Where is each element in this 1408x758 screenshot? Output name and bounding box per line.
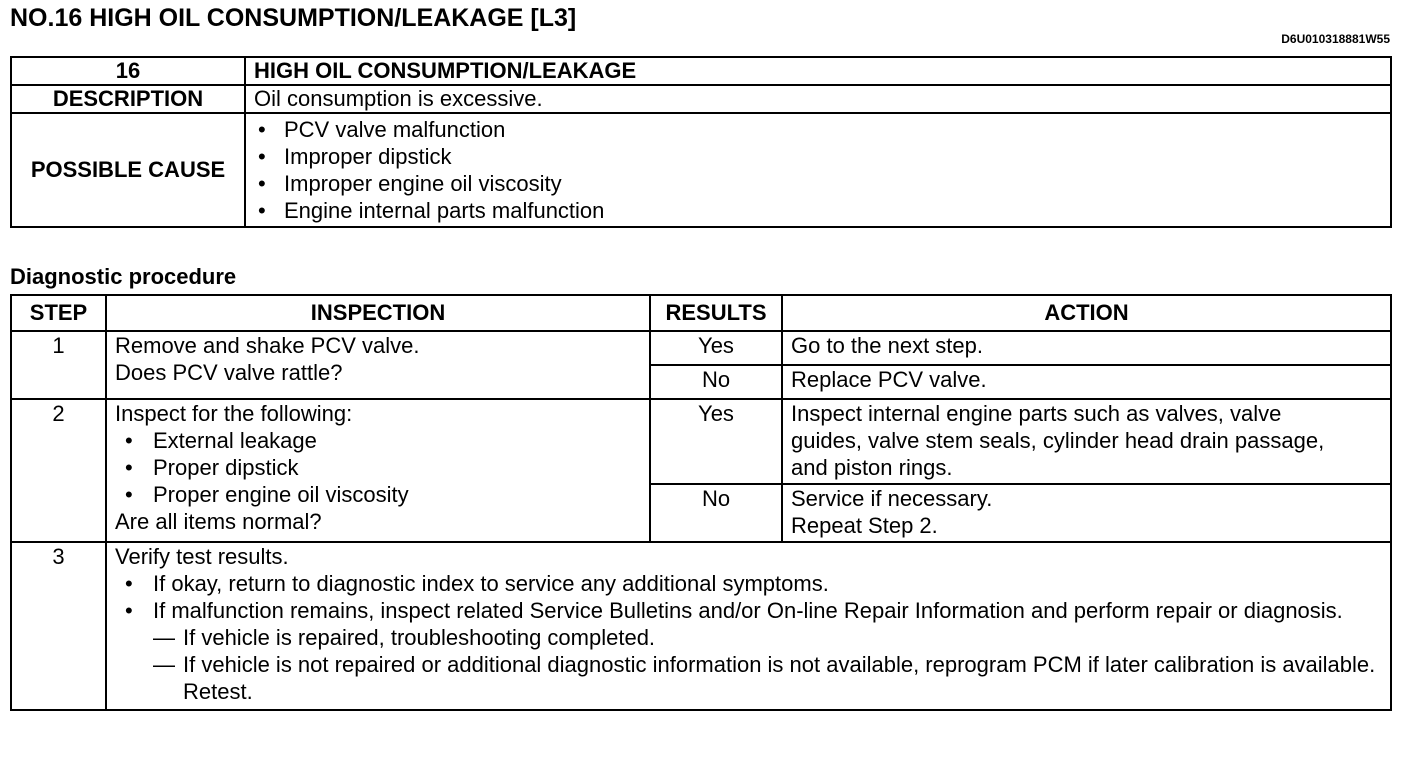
action-text <box>782 399 1391 484</box>
inspection-line: Does PCV valve rattle? <box>115 360 343 385</box>
action-text: Replace PCV valve. <box>782 365 1391 399</box>
table-row <box>11 331 1391 365</box>
step-number: 3 <box>11 542 106 710</box>
section-title: Diagnostic procedure <box>10 264 237 289</box>
summary-header-row <box>11 57 1391 85</box>
symptom-number: 16 <box>11 57 245 85</box>
diagnostic-table <box>10 294 1392 711</box>
list-item: • External leakage <box>115 427 649 454</box>
description-row <box>11 85 1391 113</box>
action-text: Go to the next step. <box>782 331 1391 365</box>
action-line: Repeat Step 2. <box>791 513 938 538</box>
inspection-line: Are all items normal? <box>115 509 322 534</box>
description-text: Oil consumption is excessive. <box>245 85 1391 113</box>
step-inspection <box>106 542 1391 710</box>
action-line: and piston rings. <box>791 455 953 480</box>
header-action: ACTION <box>782 295 1391 331</box>
step-inspection <box>106 399 650 542</box>
symptom-heading: HIGH OIL CONSUMPTION/LEAKAGE <box>245 57 1391 85</box>
result-yes: Yes <box>650 399 782 484</box>
action-line: Inspect internal engine parts such as valves, valve <box>791 401 1282 426</box>
inspection-list <box>115 570 1390 624</box>
possible-cause-label: POSSIBLE CAUSE <box>11 113 245 227</box>
list-item: — If vehicle is not repaired or additional diagnostic information is not available, reprogram PCM if later calibration is available. Retest. <box>115 651 1390 705</box>
list-item: — If vehicle is repaired, troubleshooting completed. <box>115 624 1390 651</box>
result-yes: Yes <box>650 331 782 365</box>
header-inspection: INSPECTION <box>106 295 650 331</box>
table-row <box>11 542 1391 710</box>
page-title: NO.16 HIGH OIL CONSUMPTION/LEAKAGE [L3] <box>10 4 577 32</box>
list-item: • Engine internal parts malfunction <box>246 197 1390 224</box>
header-results: RESULTS <box>650 295 782 331</box>
inspection-sublist <box>115 624 1390 705</box>
action-text <box>782 484 1391 542</box>
possible-cause-list <box>246 116 1390 224</box>
list-item: • If okay, return to diagnostic index to service any additional symptoms. <box>115 570 1390 597</box>
step-inspection <box>106 331 650 399</box>
possible-cause-row <box>11 113 1391 227</box>
step-number: 2 <box>11 399 106 542</box>
list-item: • Proper engine oil viscosity <box>115 481 649 508</box>
summary-table <box>10 56 1392 228</box>
list-item: • PCV valve malfunction <box>246 116 1390 143</box>
document-id: D6U010318881W55 <box>1281 32 1390 46</box>
possible-cause-cell <box>245 113 1391 227</box>
list-item: • Proper dipstick <box>115 454 649 481</box>
table-header-row <box>11 295 1391 331</box>
result-no: No <box>650 365 782 399</box>
inspection-line: Inspect for the following: <box>115 401 353 426</box>
inspection-line: Verify test results. <box>115 544 289 569</box>
action-line: Service if necessary. <box>791 486 993 511</box>
action-line: guides, valve stem seals, cylinder head drain passage, <box>791 428 1325 453</box>
list-item: • Improper engine oil viscosity <box>246 170 1390 197</box>
list-item: • Improper dipstick <box>246 143 1390 170</box>
list-item: • If malfunction remains, inspect related Service Bulletins and/or On-line Repair Information and perform repair or diagnosis. <box>115 597 1390 624</box>
inspection-line: Remove and shake PCV valve. <box>115 333 420 358</box>
inspection-list <box>115 427 649 508</box>
table-row <box>11 399 1391 484</box>
result-no: No <box>650 484 782 542</box>
header-step: STEP <box>11 295 106 331</box>
step-number: 1 <box>11 331 106 399</box>
description-label: DESCRIPTION <box>11 85 245 113</box>
